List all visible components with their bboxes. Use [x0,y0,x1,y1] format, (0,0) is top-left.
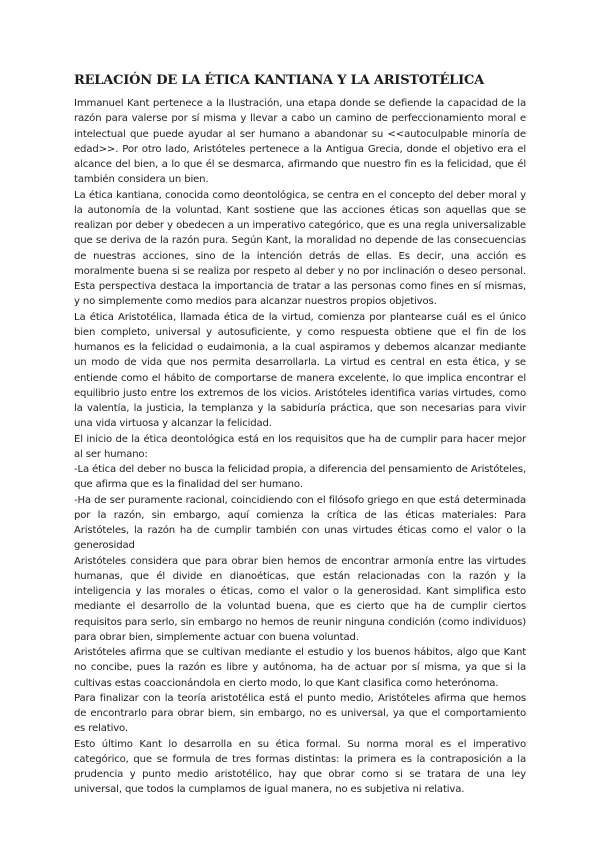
paragraph-duty-happiness: -La ética del deber no busca la felicidad propia, a diferencia del pensamiento de Aristóteles, que afirma que es la finalidad del ser humano. [74,464,526,491]
paragraph-rational: -Ha de ser puramente racional, coincidiendo con el filósofo griego en que está determinada por la razón, sin embargo, aquí comienza la crítica de las éticas materiales: Para Aristóteles, la razón ha de cumplir también con unas virtudes éticas como el valor o la generosidad [74,494,526,552]
document-title: RELACIÓN DE LA ÉTICA KANTIANA Y LA ARISTOTÉLICA [74,73,485,88]
paragraph-aristotelian-ethics: La ética Aristotélica, llamada ética de la virtud, comienza por plantearse cuál es el único bien completo, universal y autosuficiente, y como respuesta obtiene que el fin de los humanos es la felicidad o eudaimonia, a la cual aspiramos y debemos alcanzar mediante un modo de vida que nos permita desarrollarla. La virtud es central en esta ética, y se entiende como el hábito de comportarse de manera excelente, lo que implica encontrar el equilibrio justo entre los extremos de los vicios. Aristóteles identifica varias virtudes, como la valentía, la justicia, la templanza y la sabiduría práctica, que son necesarias para vivir una vida virtuosa y alcanzar la felicidad. [74,311,526,430]
paragraph-deontological-start: El inicio de la ética deontológica está en los requisitos que ha de cumplir para hacer mejor al ser humano: [74,433,526,460]
paragraph-habits: Aristóteles afirma que se cultivan mediante el estudio y los buenos hábitos, algo que Kant no concibe, pues la razón es libre y autónoma, ha de actuar por sí misma, ya que si la cultivas estas coaccionándola en cierto modo, lo que Kant clasifica como heterónoma. [74,647,526,689]
paragraph-categorical-imperative: Esto último Kant lo desarrolla en su ética formal. Su norma moral es el imperativo categórico, que se formula de tres formas distintas: la primera es la contraposición a la prudencia y punto medio aristotélico, hay que obrar como si se tratara de una ley universal, que todos la cumplamos de igual manera, no es subjetiva ni relativa. [74,738,526,796]
paragraph-kantian-ethics: La ética kantiana, conocida como deontológica, se centra en el concepto del deber moral y la autonomía de la voluntad. Kant sostiene que las acciones éticas son aquellas que se realizan por deber y obedecen a un imperativo categórico, que es una regla universalizable que se deriva de la razón pura. Según Kant, la moralidad no depende de las consecuencias de nuestras acciones, sino de la intención detrás de ellas. Es decir, una acción es moralmente buena si se realiza por respeto al deber y no por inclinación o deseo personal. Esta perspectiva destaca la importancia de tratar a las personas como fines en sí mismas, y no simplemente como medios para alcanzar nuestros propios objetivos. [74,189,526,308]
document-body [74,96,526,798]
paragraph-middle-point: Para finalizar con la teoría aristotélica está el punto medio, Aristóteles afirma que hemos de encontrarlo para obrar biem, sin embargo, no es universal, ya que el comportamiento es relativo. [74,692,526,735]
paragraph-kant-intro: Immanuel Kant pertenece a la Ilustración, una etapa donde se defiende la capacidad de la razón para valerse por sí misma y llevar a cabo un camino de perfeccionamiento moral e intelectual que puede ayudar al ser humano a abandonar su <<autoculpable minoría de edad>>. Por otro lado, Aristóteles pertenece a la Antigua Grecia, donde el objetivo era el alcance del bien, a lo que él se desmarca, afirmando que nuestro fin es la felicidad, que él también considera un bien. [74,98,526,186]
paragraph-virtues-harmony: Aristóteles considera que para obrar bien hemos de encontrar armonía entre las virtudes humanas, que él divide en dianoéticas, que están relacionadas con la razón y la inteligencia y las morales o éticas, como el valor o la generosidad. Kant simplifica esto mediante el desarrollo de la voluntad buena, que es cierto que ha de cumplir ciertos requisitos para serlo, sin embargo no hemos de reunir ninguna condición (como individuos) para obrar bien, simplemente actuar con buena voluntad. [74,555,526,643]
